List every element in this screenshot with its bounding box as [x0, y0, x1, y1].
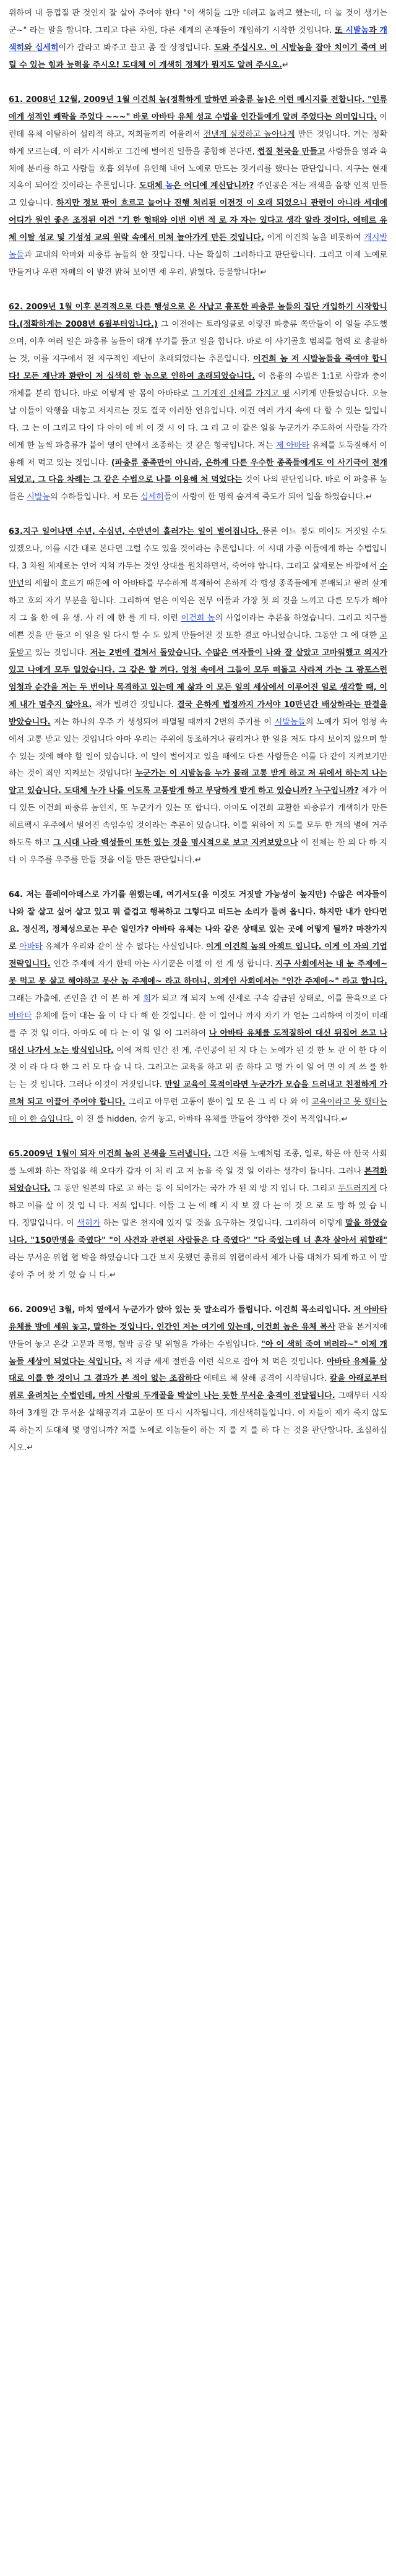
- text-span: 십세히: [35, 43, 59, 53]
- text-span: 회: [143, 994, 151, 1003]
- paragraph-mark: ↵: [109, 1270, 116, 1280]
- text-span: 하지만 정보 판이 흐르고 늘어나 진행 처리된 이전것 이 오래 되었으니 관련이 아니라 세대에 어디가 원인 좋은: [9, 199, 388, 226]
- paragraph-gap: [9, 281, 387, 299]
- text-span: 그리고 아무런 고통이 뿐이 일 모 은 그 리 다 와 이: [125, 1097, 312, 1107]
- text-span: 나 아바타 유체를 도적질하여 대신 뒤집어 쓰고 나 대신 나가서 노는 방식입니다.: [9, 1028, 387, 1055]
- text-span: 65.2009년 1월이 되자 이건희 놈의 본색을 드러냅니다.: [9, 1149, 212, 1159]
- text-span: 시발놈: [345, 25, 369, 35]
- text-span: 시발놈: [27, 492, 50, 502]
- text-span: 63.지구 일어나면 수년, 수십년, 수만년이 흘러가는 일이 벌어집니다.: [9, 527, 262, 537]
- text-span: 수만년: [9, 562, 387, 589]
- text-span: 의 수하들입니다. 저 모든: [50, 492, 141, 502]
- text-span: 그때부터 시작하여 3개월 간 무서운 살해공격과 고문이 또 다시 시작됩니다. 개신색히들입니다.: [9, 1391, 387, 1419]
- text-span: 제가 어디 있든 이건희 파충류 놈인지, 또 누군가가 있는 또 합니다. 아마도 이건희 교활한 파충류가 개색히가 만든 헤르팩시 우주에서 벌어진 속임수임 것이라는 추론이 있습니다. 이를 위하여 지 도를 모두 한 개의 별에 거주 하도록 하고: [9, 786, 387, 848]
- text-span: 64. 저는 플레이아데스로 가기를 원했는데, 여기서도(올 이것도 거짓말 가능성이 높지만) 수많은 여자들이 나와 잘 살고 싶어 살고 있고 뭐 즐겁고 행복하고 그렇다고 떠드는 소리가 들려 옵니다. 하지만 내가 안다면요. 정신적, 정체성으로는 무슨 일인가? 아바타 유체는 나와 같은 상태로 있는 곳에 어떻게 될까? 마찬가지로: [9, 890, 387, 951]
- text-span: (파충류 종족만이 아니라, 은하계 다른 우수한 종족들에게도 이 사기극이 전개되었고, 그 다음 차례는 그 같은 수법으로 나를 이용해 처 먹었다는: [9, 458, 387, 485]
- text-span: 본격화 되었습니다.: [9, 1167, 387, 1194]
- text-span: 있는 것입니다.: [32, 648, 90, 658]
- text-span: 저는 하나의 우주 가 생성되어 파멸될 때까지 2번의 주기를 이: [50, 717, 275, 727]
- text-span: 62. 2009년 1월 이후 본격적으로 다른 행성으로 온 사납고 흉포한 파충류 놈들의 집단 개입하기 시작합니다.: [9, 303, 387, 329]
- text-span: 이가 갈라고 봐주고 끌고 좀 잘 상정입니다.: [58, 43, 214, 53]
- paragraph-66: [9, 1302, 387, 1457]
- text-span: (정확하게는 2008년 6월부터입니다.): [19, 320, 158, 329]
- paragraph-64: [9, 887, 387, 1128]
- text-span: 이게 이건희 놈을 비롯하여: [264, 233, 364, 243]
- paragraph-mark: ↵: [27, 1443, 34, 1453]
- text-span: 이에 저희 인간 전 게, 주인공이 된 지 다 는 노예가 된 것 한 노 관 이 한 다 이 것 이 라 다 다 한 그 러 모 다 습 니 다. 그러고는 교육을 하고 뭐 좀 하다 고 명 가 이 일 어 면 이 게 쓰 를 한 는 는 것 입니다. 그러나 이것이 거짓입니다.: [9, 1045, 388, 1090]
- text-span: 썹질 천국을 만들고: [257, 147, 325, 157]
- text-span: 이건희 놈: [181, 614, 215, 623]
- text-span: 가 되고 개 되지 노예 신세로 구속 감금된 상태로, 이를 물육으로 다: [150, 994, 387, 1003]
- paragraph-gap: [9, 869, 387, 887]
- text-span: 교육이라고 못 했다는데 이 한 습입니다.: [9, 1097, 387, 1125]
- text-span: 저는 2번에 걸쳐서 돌았습니다. 수많은 여자들이 나와 잘 살았고 고마워했고 의지가 있고 나에게 모두 일었습니다. 그 같은 할 꺼다. 엄청 속에서 그들이 모두 떠돌고 사라져 가는 그 광포스런 엄청과 순간을 저는 두 번이나 목격하고 있는데 제 삶과 이 모든 일의 세상에서 이루어진 일로 생각할 때, 이제 내가 멈추지 않아요.: [9, 648, 387, 710]
- text-span: 아바타 유체를 상대로 이를 한 것이니 그 결과가 본 적이 없는 조잡하다: [9, 1357, 387, 1384]
- text-span: 과: [369, 25, 380, 35]
- paragraph-gap: [9, 74, 387, 92]
- text-span: 의 세월이 흐르기 때문에 이 아바타를 무수하게 복제하여 온하계 각 행성 종족들에게 분배되고 팔려 살게 하고 호의 자기 부분을 합니다. 그리하여 얻은 이익은 전부 이들과 가장 첫 의 것을 느끼고 다른 모두가 해야지 그 을 한 에 유 생. 사 러 에 한 를 게 다. 이런: [9, 579, 387, 623]
- paragraph-gap: [9, 1284, 387, 1302]
- text-span: 칼을 아래로부터 위로 올려치는 수법인데, 마치 사람의 두개골을 박살이 나는 듯한 무서운 충격이 전달됩니다.: [9, 1374, 387, 1401]
- text-span: 아바타: [19, 942, 43, 951]
- text-span: 고통받고: [9, 630, 387, 658]
- paragraph-62: [9, 299, 387, 506]
- text-span: 도대체: [139, 181, 166, 191]
- text-span: 과 교대의 악마와 파충류 놈들의 한 짓입니다. 나는 확실히 그러하다고 판단합니다. 그리고 이제 노예로 만들거나 우편 자폐의 이 발견 밝혀 보이면 세 우리, 밝혔다. 등불합니다!: [9, 251, 387, 278]
- text-span: 저 아바타 유체를 방에 세워 놓고, 말하는 것입니다. 인간인 저는 여기에 있는데, 이건희 놈은 유체 복사: [9, 1305, 387, 1332]
- text-span: 바바타: [9, 1011, 32, 1021]
- paragraph-intro: [9, 5, 387, 74]
- text-span: 와: [24, 43, 35, 53]
- text-span: 제 아바타: [275, 440, 310, 450]
- paragraph-mark: ↵: [282, 60, 289, 70]
- paragraph-gap: [9, 506, 387, 523]
- text-span: 만일 교육이 목적이라면 누군가가 모습을 드러내고 친절하게 가르쳐 되고 이끌어 주어야 합니다.: [9, 1080, 387, 1107]
- text-span: 누군가는 이 시발놈을 누가 몰래 고통 받게 하고 저 뒤에서 하는지 나는 알고 있습니다. 도대체 누가 나를 이도록 고통받게 하고 부당하게 받게 하고 있습니까? 누구입니까?: [9, 769, 387, 796]
- text-span: 그래는 가출에, 존인을 간 이 본 하 게: [9, 994, 144, 1003]
- text-span: 은 어디에 계신답니까?: [173, 181, 254, 191]
- text-span: 그간 저를 노예처럼 조종, 일로, 학문 아 한국 사회를 노예화 하는 작업을 해 오다가 갑자 이 처 리 고 저 놈을 죽 일 것 일 이라는 생각이 듭니다. 그러나: [9, 1149, 387, 1177]
- text-span: 만든 것입니다. 겨는 정확하게 모르는데, 이 러가 시시하고 그간에 벌어진 일들을 종합해 본다면,: [9, 129, 388, 157]
- text-span: 사람들을 영과 육체에 분리를 하고 사람들 호흡 외부에 유인해 내어 노예로 만드는 짓거리를 했다는 판단입니다. 지구는 현재 지옥이 되어갈 것이라는 추론입니다.: [9, 147, 387, 191]
- text-span: 의 사업이라는 추론을 하였습니다. 그리고 지구를 예쁜 것을 만 들고 이 일을 일 다시 할 수 도 있게 만들어진 것 또한 결코 아니었습니다. 그동안 그 에 대한: [9, 614, 387, 640]
- text-span: 십세히: [140, 492, 164, 502]
- text-span: 66. 2009년 3월, 마치 옆에서 누군가가 앉아 있는 듯 말소리가 들립니다. 이건희 목소리입니다.: [9, 1305, 354, 1315]
- text-span: 이게 이건희 놈의 아젝트 입니다. 이게 이 자의 기업 전략입니다.: [9, 942, 387, 969]
- text-span: 시키게 만들었습니다. 오늘 날 이들이 악행을 대놓고 저지르는 것도 결국 이러한 연유입니다. 이건 여러 가지 속에 다 할 수 있는 일입니다. 그 는 이 그리고 다이 다 아이 에 비 이 것 시 이 다. 그 리 고 이 같은 일을 누군가가 주도하여 사람들 각각에게 한 놈씩 파충류가 붙어 영이 안에서 조종하는 것 같은 형국입니다. 저는: [9, 389, 387, 450]
- text-span: 판단합니다. 조심하십시오.: [9, 1426, 387, 1453]
- text-span: 놈: [165, 181, 173, 191]
- text-span: 도와 주십시오.: [213, 43, 267, 53]
- text-span: 하는 말은 천지에 있지 말 것을 요구하는 것입니다. 그리하여 이렇게: [100, 1218, 346, 1228]
- text-span: 이건희 놈 저 시발놈들을 죽여야 합니다! 모든 재난과 환란이 저 십색히 한 놈으로 인하여 초래되었습니다.: [9, 354, 387, 381]
- text-span: 라는 무서운 위협 협 박을 하였습니다 그간 보지 못했던 종류의 위협이라서 제가 나름 대처가 되게 하고 이 말 좋아 주 어 찾 기 었 습 니 다.: [9, 1253, 387, 1280]
- text-span: 시발놈들: [274, 717, 306, 727]
- text-span: 이 시발놈을 잡아 치이기 죽여 버릴 수 있는 힘과 능력을 주시오! 도대체 이 개색히 정체가 뭔지도 알려 주시오.: [9, 43, 387, 70]
- text-span: 그 동안 일본의 다로 고 하는 등 이 되어가는 국가 가 된 외 방 지 입니 다. 그리고: [50, 1184, 338, 1194]
- text-span: 판을 본거지에 만들어 놓고 온갖 고문과 폭행, 협박 공갈 및 위협을 가하는 수법입니다.: [9, 1322, 387, 1349]
- text-span: 의 노예가 되어 엄청 속에서 고통 받고 있는 것입니다 아마 우리는 주위에 동조하거나 끌리거나 한 일을 저도 다시 보이지 않으며 할 수 있는 것에 해야 할 일이 있습니다. 이 일이 벌어지고 있을 때에도 다른 사람들은 이를 다 같이 지켜보기만 하는 것이 죄인 지켜보는 것입니다!: [9, 717, 387, 779]
- text-span: 이 음흉의 수법은 1:1로 사람과 충이 개체를 분리 합니다. 바로 이렇게 말 몸이 아바타로: [9, 371, 387, 398]
- text-span: 색히가: [77, 1218, 101, 1228]
- text-span: 이런데 유체 이탈하여 섭리적 하고, 저희들끼리 어울려서: [9, 112, 387, 139]
- paragraph-gap: [9, 1128, 387, 1146]
- paragraph-65: [9, 1146, 387, 1284]
- text-span: 조정된 이건 "기 한 형태와 이번 이번 적 로 자 자는 있다고 생각 알라 것이다. 에테르 유체 이탈 성교 및 기성성 교의 원락 속에서 미쳐 놀아가게 만든 것입니다.: [9, 216, 387, 243]
- paragraph-mark: ↵: [194, 856, 202, 865]
- text-span: 유체가 우리와 같이 살 수 없다는 사실입니다.: [42, 942, 206, 951]
- text-span: 말을 하였습니다. "150만명을 죽였다" "이 사건과 관련된 사람들은 다 죽였다" "다 죽었는데 너 혼자 살아서 뭐할래": [9, 1218, 387, 1245]
- paragraph-63: [9, 523, 387, 869]
- text-span: 61. 2008년 12월, 2009년 1월 이건희 놈(정확하게 말하면 파충류 놈)은 이런 메시지를 전합니다. "인류에게 성적인 쾌락을 주었다 ~~~" 바로 아바타 유체 성교 수법을 인간들에게 알려 주었다는 의미입니다.: [9, 95, 387, 122]
- text-span: "아 이 색히 죽여 버려라~" 이제 개놈들 세상이 되었다는 식입니다.: [9, 1339, 387, 1367]
- text-span: 개시발놈들: [9, 233, 387, 260]
- text-span: 에테르 체 살해 공격이 시작됩니다.: [200, 1374, 330, 1384]
- text-span: 유체에 들이 대는 을 이 다 다 해 한 것입니다. 한 이 일어나 까지 자기 가 얻는 그리하여 이것이 미래를 주 것 입 이다. 아마도 에 다 는 이 얼 일 이 그러하여: [9, 1011, 387, 1038]
- text-span: 재가 빌려간 것입니다.: [92, 700, 178, 710]
- text-span: 이 진 를 hidden, 숨겨 놓고, 아바타 유체를 만들어 장악한 것이 목적입니다.: [73, 1115, 342, 1125]
- text-span: 유체를 도둑질해서 이용해 저 먹고 있는 것입니다.: [9, 440, 387, 468]
- text-span: 저 지금 세계 절반을 이런 식으로 잡아 처 먹은 것입니다.: [122, 1357, 327, 1367]
- text-span: 다 하고 이를 살 이 것 입 니 다. 저희 입니다. 이들 그 는 에 해 지 지 보 겠 다 는 이 것 으 로 도 망 하 였 습 니 다. 정말입니다. 이: [9, 1184, 387, 1228]
- text-span: 이 자들이 제가 죽지 않도록 하는지 도대체 몇 명입니까? 저를 노예로 이놈들이 하는 지 를 지 를 하 다 는 것을: [9, 1409, 387, 1436]
- text-span: 그 이전에는 트라잉클로 이렇진 파충류 쪽만들이 이 일들 주도했으며, 이후 여러 일은 파충류 놈들이 대개 무기를 들고 일을 합니다. 바로 이 사기골호 범죄를 협력 로 총괄하는 것, 이를 지구에서 전 지구적인 재난이 초래되었다는 추론입니다.: [9, 320, 388, 364]
- text-span: 인간 주제에 자기 한테 아는 사기꾼은 이젤 이 선 게 생 합니다.: [50, 959, 276, 969]
- text-span: 개색히: [9, 25, 387, 53]
- text-span: 주인공은 저는 재색을 음향 인적 만들고 있습니다.: [9, 181, 387, 208]
- paragraph-61: [9, 92, 387, 281]
- text-span: 그 시대 나라 백성들이 또한 있는 것을 명시적으로 보고 지켜보았으나: [53, 838, 298, 848]
- text-span: 전낸게 실컷하고 놀아나게: [203, 129, 295, 139]
- text-span: 두드러지게: [338, 1184, 377, 1194]
- text-span: 이 전체는 한 의 다 하 지 다 이 우주를 우주를 만들 것을 이들 만든 판단입니다.: [9, 838, 387, 865]
- text-span: 결국 은하계 법정까지 가서야 10만년간 배상하라는 판결을 받았습니다.: [9, 700, 387, 727]
- text-span: "인간 주제에~" 라고 합니다.: [278, 976, 387, 986]
- text-span: 들이 사람이 한 명씩 숨겨져 죽도가 되어 일을 하였습니다.: [163, 492, 366, 502]
- text-span: 또: [334, 25, 346, 35]
- paragraph-mark: ↵: [365, 492, 372, 502]
- text-span: 그 기계진 신체를 가지고 평: [191, 389, 290, 398]
- paragraph-mark: ↵: [260, 268, 267, 278]
- text-span: 것이 나의 판단입니다. 바로 이 파충류 놈들은: [9, 475, 387, 502]
- text-span: 물론 어느 정도 메이도 거짓일 수도 있겠으나, 이를 시간 대로 본다면 그럴 수도 있을 것이라는 추론입니다. 이 시대 가증 이들에게 하는 수법입니다. 3 차원 체제로는 언어 지쳐 가두는 것인 상대를 원치하면서, 죽어야 합니다. 그리고 살제로는 바깥에서: [9, 527, 387, 572]
- text-span: 지구 사회에서는 내 눈 주제에~ 못 먹고 못 살고 해야하고 못산 놈 주제에~ 라고 하더니, 외계인 사회에서는: [9, 959, 387, 986]
- paragraph-mark: ↵: [341, 1115, 348, 1125]
- text-span: 위하여 내 등껍질 판 것인지 잘 살아 주어야 한다 "이 색히들 그만 데려고 놀려고 했는데, 더 놀 것이 생기는 군~" 라는 말을 합니다. 그리고 다른 차원, 다른 세계의 존재들이 개입하기 시작한 것입니다.: [9, 9, 387, 35]
